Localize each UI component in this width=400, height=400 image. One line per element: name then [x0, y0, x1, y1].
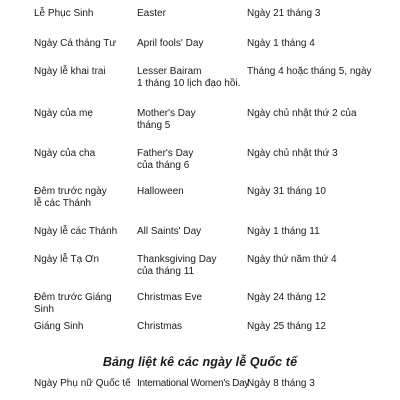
english-name: April fools' Day — [137, 38, 204, 49]
vietnamese-name: Ngày lễ khai trai — [34, 66, 106, 77]
holiday-date: Ngày 21 tháng 3 — [247, 8, 321, 19]
vietnamese-name: Ngày của mẹ — [34, 108, 93, 119]
english-name: Mother's Day tháng 5 — [137, 108, 196, 131]
holiday-date: Ngày 1 tháng 11 — [247, 226, 320, 237]
vietnamese-name: Đêm trước Giáng Sinh — [34, 292, 112, 315]
holiday-date: Tháng 4 hoặc tháng 5, ngày — [247, 66, 372, 77]
english-name: Christmas Eve — [137, 292, 203, 303]
holiday-date: Ngày 31 tháng 10 — [247, 186, 326, 197]
section-heading: Bảng liệt kê các ngày lễ Quốc tế — [102, 355, 298, 369]
english-name: Christmas — [137, 321, 183, 332]
vietnamese-name: Ngày Phụ nữ Quốc tế — [34, 378, 131, 389]
holiday-date: Ngày thứ năm thứ 4 — [247, 254, 337, 265]
vietnamese-name: Đêm trước ngày lễ các Thánh — [34, 186, 107, 209]
holiday-date: Ngày 8 tháng 3 — [247, 378, 315, 389]
english-name: Halloween — [137, 186, 184, 197]
vietnamese-name: Ngày lễ Tạ Ơn — [34, 254, 100, 265]
english-name: Father's Day của tháng 6 — [137, 148, 194, 171]
holiday-date: Ngày chủ nhật thứ 2 của — [247, 108, 357, 119]
holiday-date: Ngày 24 tháng 12 — [247, 292, 326, 303]
holiday-date: Ngày 1 tháng 4 — [247, 38, 315, 49]
vietnamese-name: Ngày của cha — [34, 148, 96, 159]
english-name: Lesser Bairam 1 tháng 10 lịch đạo hồi. — [137, 66, 241, 89]
vietnamese-name: Ngày Cá tháng Tư — [34, 38, 117, 49]
english-name: All Saints' Day — [137, 226, 202, 237]
english-name: International Women's Day — [137, 378, 250, 389]
vietnamese-name: Giáng Sinh — [34, 321, 84, 332]
english-name: Thanksgiving Day của tháng 11 — [137, 254, 217, 277]
holiday-date: Ngày 25 tháng 12 — [247, 321, 326, 332]
holiday-date: Ngày chủ nhật thứ 3 — [247, 148, 338, 159]
vietnamese-name: Ngày lễ các Thánh — [34, 226, 118, 237]
vietnamese-name: Lễ Phục Sinh — [34, 8, 94, 19]
english-name: Easter — [137, 8, 166, 19]
